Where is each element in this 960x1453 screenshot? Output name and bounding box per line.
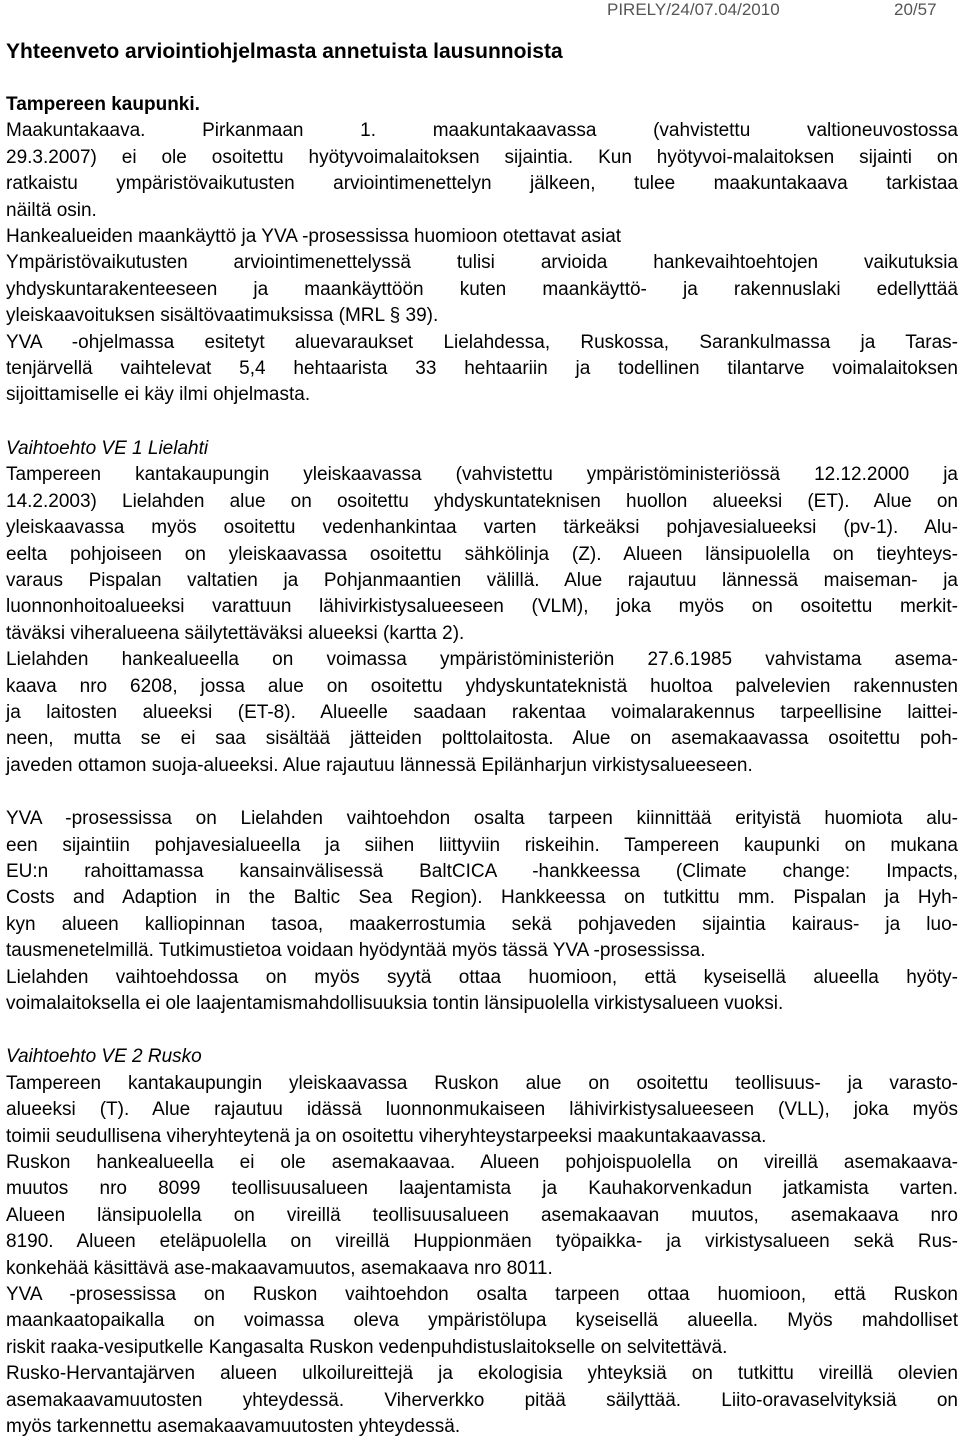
- text-line: Ruskon hankealueella ei ole asemakaavaa. Alueen pohjoispuolella on vireillä asemakaava-: [6, 1152, 958, 1174]
- text-line: voimalaitoksella ei ole laajentamismahdollisuuksia tontin länsipuolella virkistysalueen vuoksi.: [6, 993, 784, 1014]
- text-line: kyn alueen kalliopinnan tasoa, maakerrostumia sekä pohjaveden sijaintia kairaus- ja luo-: [6, 913, 958, 935]
- text-line: asemakaavamuutosten yhteydessä. Viherverkko pitää säilyttää. Liito-oravaselvityksiä on: [6, 1389, 958, 1411]
- text-line: alueeksi (T). Alue rajautuu idässä luonnonmukaiseen lähivirkistysalueeseen (VLL), joka myös: [6, 1099, 958, 1121]
- text-line: varaus Pispalan valtatien ja Pohjanmaantien välillä. Alue rajautuu lännessä maiseman- ja: [6, 569, 958, 591]
- text-line: riskit raaka-vesiputkelle Kangasalta Ruskon vedenpuhdistuslaitokselle on selvitettävä.: [6, 1336, 728, 1358]
- text-line: myös tarkennettu asemakaavamuutosten yhteydessä.: [6, 1416, 461, 1438]
- document-body: [6, 92, 958, 1441]
- text-line: 8190. Alueen eteläpuolella on vireillä Huppionmäen työpaikka- ja virkistysalueen sekä Rus-: [6, 1231, 958, 1253]
- text-line: neen, mutta se ei saa sisältää jätteiden polttolaitosta. Alue on asemakaavassa osoitettu poh-: [6, 728, 958, 750]
- document-reference: PIRELY/24/07.04/2010: [607, 0, 780, 19]
- text-line: toimii seudullisena viheryhteytenä ja on osoitettu viheryhteystarpeeksi maakuntakaavassa.: [6, 1125, 767, 1147]
- text-line: sijoittamiselle ei käy ilmi ohjelmasta.: [6, 384, 311, 406]
- text-line: 29.3.2007) ei ole osoitettu hyötyvoimalaitoksen sijaintia. Kun hyötyvoi-malaitoksen sijainti on: [6, 146, 958, 168]
- paragraph: [6, 1361, 958, 1440]
- document-title: Yhteenveto arviointiohjelmasta annetuista lausunnoista: [6, 40, 563, 63]
- paragraph: [6, 1282, 958, 1361]
- text-line: Tampereen kantakaupungin yleiskaavassa Ruskon alue on osoitettu teollisuus- ja varasto-: [6, 1072, 958, 1094]
- text-line: Lielahden vaihtoehdossa on myös syytä ottaa huomioon, että kyseisellä alueella hyöty-: [6, 966, 958, 988]
- text-line: EU:n rahoittamassa kansainvälisessä BaltCICA -hankkeessa (Climate change: Impacts,: [6, 860, 958, 882]
- text-line: eelta pohjoiseen on yleiskaavassa osoitettu sähkölinja (Z). Alueen länsipuolella on tieyhteys-: [6, 543, 958, 565]
- statement-author: Tampereen kaupunki.: [6, 94, 200, 115]
- text-line: ja laitosten alueeksi (ET-8). Alueelle saadaan rakentaa voimalarakennus tarpeellisine laittei-: [6, 701, 958, 723]
- text-line: tenjärvellä vaihtelevat 5,4 hehtaarista 33 hehtaariin ja todellinen tilantarve voimalaitoksen: [6, 358, 958, 380]
- paragraph: [6, 965, 958, 1018]
- text-line: ratkaistu ympäristövaikutusten arviointimenettelyn jälkeen, tulee maakuntakaava tarkistaa: [6, 173, 958, 195]
- text-line: luonnonhoitoalueeksi varattuun lähivirkistysalueeseen (VLM), joka myös on osoitettu merkit-: [6, 596, 958, 618]
- paragraph: [6, 806, 958, 964]
- section-heading-ve2: Vaihtoehto VE 2 Rusko: [6, 1046, 202, 1068]
- text-line: muutos nro 8099 teollisuusalueen laajentamista ja Kauhakorvenkadun jatkamista varten.: [6, 1178, 958, 1200]
- text-line: een sijaintiin pohjavesialueella ja siihen liittyviin riskeihin. Tampereen kaupunki on mukana: [6, 834, 958, 856]
- text-line: konkehää käsittävä ase-makaavamuutos, asemakaava nro 8011.: [6, 1257, 553, 1279]
- text-line: täväksi viheralueena säilytettäväksi alueeksi (kartta 2).: [6, 622, 465, 644]
- text-line: tausmenetelmillä. Tutkimustietoa voidaan hyödyntää myös tässä YVA -prosessissa.: [6, 940, 706, 962]
- text-line: Tampereen kantakaupungin yleiskaavassa (vahvistettu ympäristöministeriössä 12.12.2000 ja: [6, 464, 958, 486]
- section-heading-ve1: Vaihtoehto VE 1 Lielahti: [6, 437, 209, 459]
- paragraph: [6, 1071, 958, 1150]
- text-line: yleiskaavassa myös osoitettu vedenhankintaa varten tärkeäksi pohjavesialueeksi (pv-1). Alu-: [6, 517, 958, 539]
- text-line: kaava nro 6208, jossa alue on osoitettu yhdyskuntateknistä huoltoa palvelevien rakennusten: [6, 675, 958, 697]
- text-line: YVA -prosessissa on Ruskon vaihtoehdon osalta tarpeen ottaa huomioon, että Ruskon: [6, 1284, 958, 1306]
- paragraph: [6, 1150, 958, 1282]
- text-line: Hankealueiden maankäyttö ja YVA -prosessissa huomioon otettavat asiat: [6, 226, 622, 248]
- paragraph: [6, 647, 958, 779]
- text-line: Rusko-Hervantajärven alueen ulkoilureittejä ja ekologisia yhteyksiä on tutkittu vireillä olevien: [6, 1363, 958, 1385]
- text-line: Maakuntakaava. Pirkanmaan 1. maakuntakaavassa (vahvistettu valtioneuvostossa: [6, 120, 958, 142]
- text-line: maankaatopaikalla on voimassa oleva ympäristölupa kyseisellä alueella. Myös mahdolliset: [6, 1310, 958, 1332]
- text-line: YVA -ohjelmassa esitetyt aluevaraukset Lielahdessa, Ruskossa, Sarankulmassa ja Taras-: [6, 331, 958, 353]
- paragraph: [6, 462, 958, 647]
- page-header: [0, 0, 960, 22]
- text-line: yhdyskuntarakenteeseen ja maankäyttöön kuten maankäyttö- ja rakennuslaki edellyttää: [6, 278, 958, 300]
- text-line: 14.2.2003) Lielahden alue on osoitettu yhdyskuntateknisen huollon alueeksi (ET). Alue on: [6, 490, 958, 512]
- text-line: yleiskaavoituksen sisältövaatimuksissa (MRL § 39).: [6, 305, 439, 327]
- page-number: 20/57: [894, 0, 937, 19]
- text-line: Alueen länsipuolella on vireillä teollisuusalueen asemakaavan muutos, asemakaava nro: [6, 1204, 958, 1226]
- text-line: näiltä osin.: [6, 199, 97, 221]
- text-line: javeden ottamon suoja-alueeksi. Alue rajautuu lännessä Epilänharjun virkistysalueeseen.: [6, 754, 753, 776]
- text-line: Ympäristövaikutusten arviointimenettelyssä tulisi arvioida hankevaihtoehtojen vaikutuksia: [6, 252, 958, 274]
- paragraph: [6, 224, 958, 330]
- paragraph: [6, 118, 958, 224]
- text-line: YVA -prosessissa on Lielahden vaihtoehdon osalta tarpeen kiinnittää erityistä huomiota alu-: [6, 808, 958, 830]
- paragraph: [6, 330, 958, 409]
- text-line: Lielahden hankealueella on voimassa ympäristöministeriön 27.6.1985 vahvistama asema-: [6, 649, 958, 671]
- text-line: Costs and Adaption in the Baltic Sea Region). Hankkeessa on tutkittu mm. Pispalan ja Hyh-: [6, 887, 958, 909]
